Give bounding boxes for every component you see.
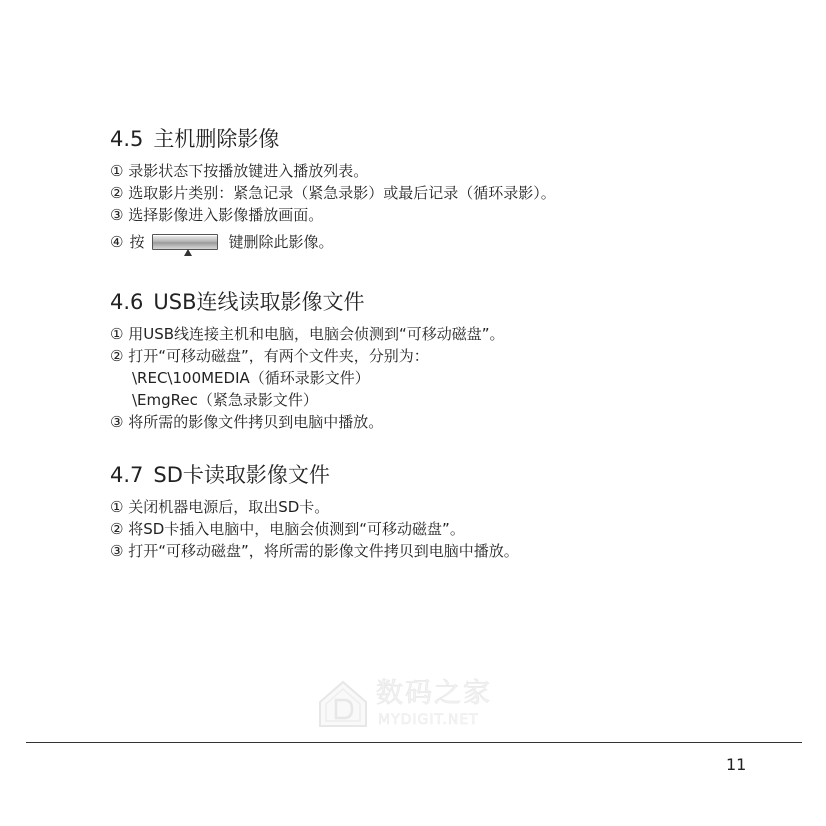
watermark-cn: 数码之家 — [376, 678, 492, 709]
step-text: 键删除此影像。 — [228, 232, 334, 251]
section-title — [110, 462, 790, 488]
section-number: 4.6 — [110, 290, 144, 314]
step-item-button — [110, 230, 790, 256]
section-heading: 主机删除影像 — [153, 127, 280, 151]
step-item: ③ 将所需的影像文件拷贝到电脑中播放。 — [110, 413, 384, 431]
step-press-label: 按 — [129, 232, 145, 251]
step-item: ③ 打开“可移动磁盘”，将所需的影像文件拷贝到电脑中播放。 — [110, 542, 519, 560]
delete-button-graphic — [152, 234, 218, 250]
step-item: ① 录影状态下按播放键进入播放列表。 — [110, 162, 369, 180]
folder-path: \REC\100MEDIA（循环录影文件） — [132, 369, 370, 387]
step-item: ③ 选择影像进入影像播放画面。 — [110, 206, 324, 224]
section-heading: SD卡读取影像文件 — [153, 463, 330, 487]
watermark-en: MYDIGIT.NET — [378, 712, 479, 728]
section-sd-read — [110, 462, 790, 562]
section-number: 4.5 — [110, 127, 144, 151]
watermark — [316, 676, 516, 736]
step-marker: ④ — [110, 232, 124, 251]
page-number: 11 — [726, 755, 747, 774]
up-arrow-icon — [184, 249, 192, 256]
folder-path: \EmgRec（紧急录影文件） — [132, 391, 318, 409]
step-item: ① 关闭机器电源后，取出SD卡。 — [110, 498, 330, 516]
step-item: ① 用USB线连接主机和电脑，电脑会侦测到“可移动磁盘”。 — [110, 325, 505, 343]
house-d-logo-icon — [316, 676, 370, 730]
section-heading: USB连线读取影像文件 — [153, 290, 365, 314]
section-delete-video — [110, 126, 790, 256]
footer-rule — [26, 742, 802, 743]
section-usb-read — [110, 289, 790, 433]
section-title — [110, 126, 790, 152]
section-title — [110, 289, 790, 315]
section-number: 4.7 — [110, 463, 144, 487]
step-item: ② 打开“可移动磁盘”，有两个文件夹，分别为： — [110, 347, 429, 365]
step-item: ② 选取影片类别：紧急记录（紧急录影）或最后记录（循环录影）。 — [110, 184, 556, 202]
step-item: ② 将SD卡插入电脑中，电脑会侦测到“可移动磁盘”。 — [110, 520, 465, 538]
